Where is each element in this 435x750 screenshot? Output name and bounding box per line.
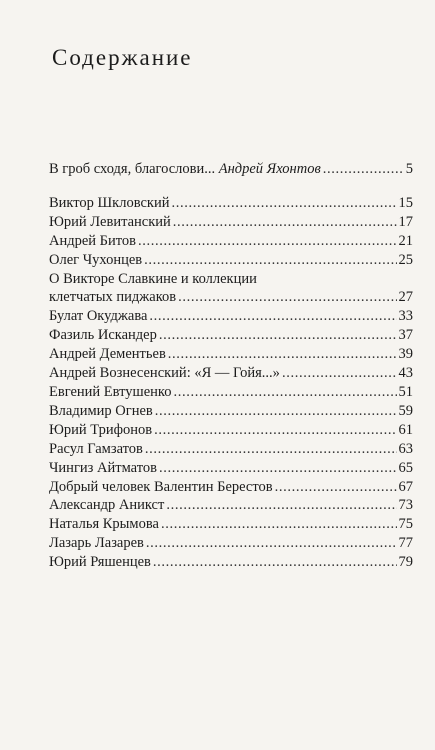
dot-leader: [149, 307, 396, 326]
toc-entry-title: В гроб сходя, благослови... Андрей Яхонтов: [49, 161, 321, 177]
toc-entry-title: Булат Окуджава: [49, 308, 148, 325]
toc-entry-title: Александр Аникст: [49, 497, 165, 514]
toc-page-number: 15: [398, 194, 413, 211]
dot-leader: [138, 232, 396, 251]
toc-page-number: 43: [398, 365, 413, 382]
toc-entry-title: Олег Чухонцев: [49, 251, 143, 268]
toc-entry: [49, 440, 413, 459]
dot-leader: [275, 478, 397, 497]
dot-leader: [153, 553, 397, 572]
toc-page-number: 61: [398, 421, 413, 438]
toc-entry: [49, 194, 413, 213]
toc-entry-title: Андрей Битов: [49, 232, 137, 249]
toc-entry-title: Добрый человек Валентин Берестов: [49, 478, 273, 495]
toc-entry-preface: [49, 160, 413, 179]
dot-leader: [155, 402, 397, 421]
toc-page-number: 27: [398, 289, 413, 306]
toc-entry: [49, 364, 413, 383]
toc-page-number: 17: [398, 213, 413, 230]
toc-page-number: 77: [398, 535, 413, 552]
toc-entry-author: Андрей Яхонтов: [218, 161, 321, 177]
dot-leader: [145, 440, 397, 459]
toc-page-number: 59: [398, 402, 413, 419]
toc-page-number: 51: [398, 383, 413, 400]
dot-leader: [144, 251, 396, 270]
toc-entry-title: Наталья Крымова: [49, 516, 159, 533]
toc-entry-title-line1: О Викторе Славкине и коллекции: [49, 270, 257, 287]
toc-page-number: 33: [398, 308, 413, 325]
toc-page-number: 63: [398, 440, 413, 457]
dot-leader: [159, 326, 397, 345]
toc-entry: [49, 270, 413, 308]
contents-heading: Содержание: [52, 45, 193, 70]
toc-entry-title: Чингиз Айтматов: [49, 459, 157, 476]
toc-page-number: 65: [398, 459, 413, 476]
toc-entry: [49, 553, 413, 572]
toc-entry: [49, 402, 413, 421]
dot-leader: [323, 160, 404, 179]
dot-leader: [166, 496, 396, 515]
toc-entry: [49, 345, 413, 364]
toc-entry-title: Владимир Огнев: [49, 402, 153, 419]
toc-entry-title: Андрей Вознесенский: «Я — Гойя...»: [49, 365, 280, 382]
toc-page-number: 67: [398, 478, 413, 495]
toc-page-number: 39: [398, 346, 413, 363]
toc-entry: [49, 515, 413, 534]
dot-leader: [154, 421, 396, 440]
toc-entry: [49, 478, 413, 497]
toc-entry-title: Лазарь Лазарев: [49, 535, 144, 552]
dot-leader: [178, 288, 396, 307]
toc-entry: [49, 421, 413, 440]
dot-leader: [173, 383, 396, 402]
dot-leader: [146, 534, 397, 553]
dot-leader: [159, 459, 397, 478]
toc-page-number: 73: [398, 497, 413, 514]
toc-page-number: 79: [398, 554, 413, 571]
toc-entry-title: Юрий Левитанский: [49, 213, 171, 230]
toc-entry-title: Фазиль Искандер: [49, 327, 157, 344]
toc-entry-title: Юрий Трифонов: [49, 421, 153, 438]
toc-entry: [49, 232, 413, 251]
dot-leader: [282, 364, 397, 383]
toc-entry: [49, 459, 413, 478]
toc-page-number: 25: [398, 251, 413, 268]
toc-page-number: 5: [405, 161, 413, 177]
dot-leader: [173, 213, 397, 232]
toc-page-number: 37: [398, 327, 413, 344]
toc-page-number: 75: [398, 516, 413, 533]
dot-leader: [171, 194, 396, 213]
dot-leader: [161, 515, 397, 534]
toc-entry: [49, 383, 413, 402]
toc-entry: [49, 496, 413, 515]
toc-entry: [49, 213, 413, 232]
toc-entry: [49, 251, 413, 270]
toc-entry: [49, 326, 413, 345]
table-of-contents: [49, 160, 413, 572]
dot-leader: [168, 345, 397, 364]
toc-entry-title: Андрей Дементьев: [49, 346, 166, 363]
toc-entry: [49, 534, 413, 553]
toc-page-number: 21: [398, 232, 413, 249]
toc-entry-title: Юрий Ряшенцев: [49, 554, 151, 571]
toc-entry-title: Евгений Евтушенко: [49, 383, 172, 400]
toc-entry: [49, 307, 413, 326]
toc-entry-title-line2: клетчатых пиджаков: [49, 289, 177, 306]
toc-entry-title: Расул Гамзатов: [49, 440, 143, 457]
toc-entry-title: Виктор Шкловский: [49, 194, 170, 211]
